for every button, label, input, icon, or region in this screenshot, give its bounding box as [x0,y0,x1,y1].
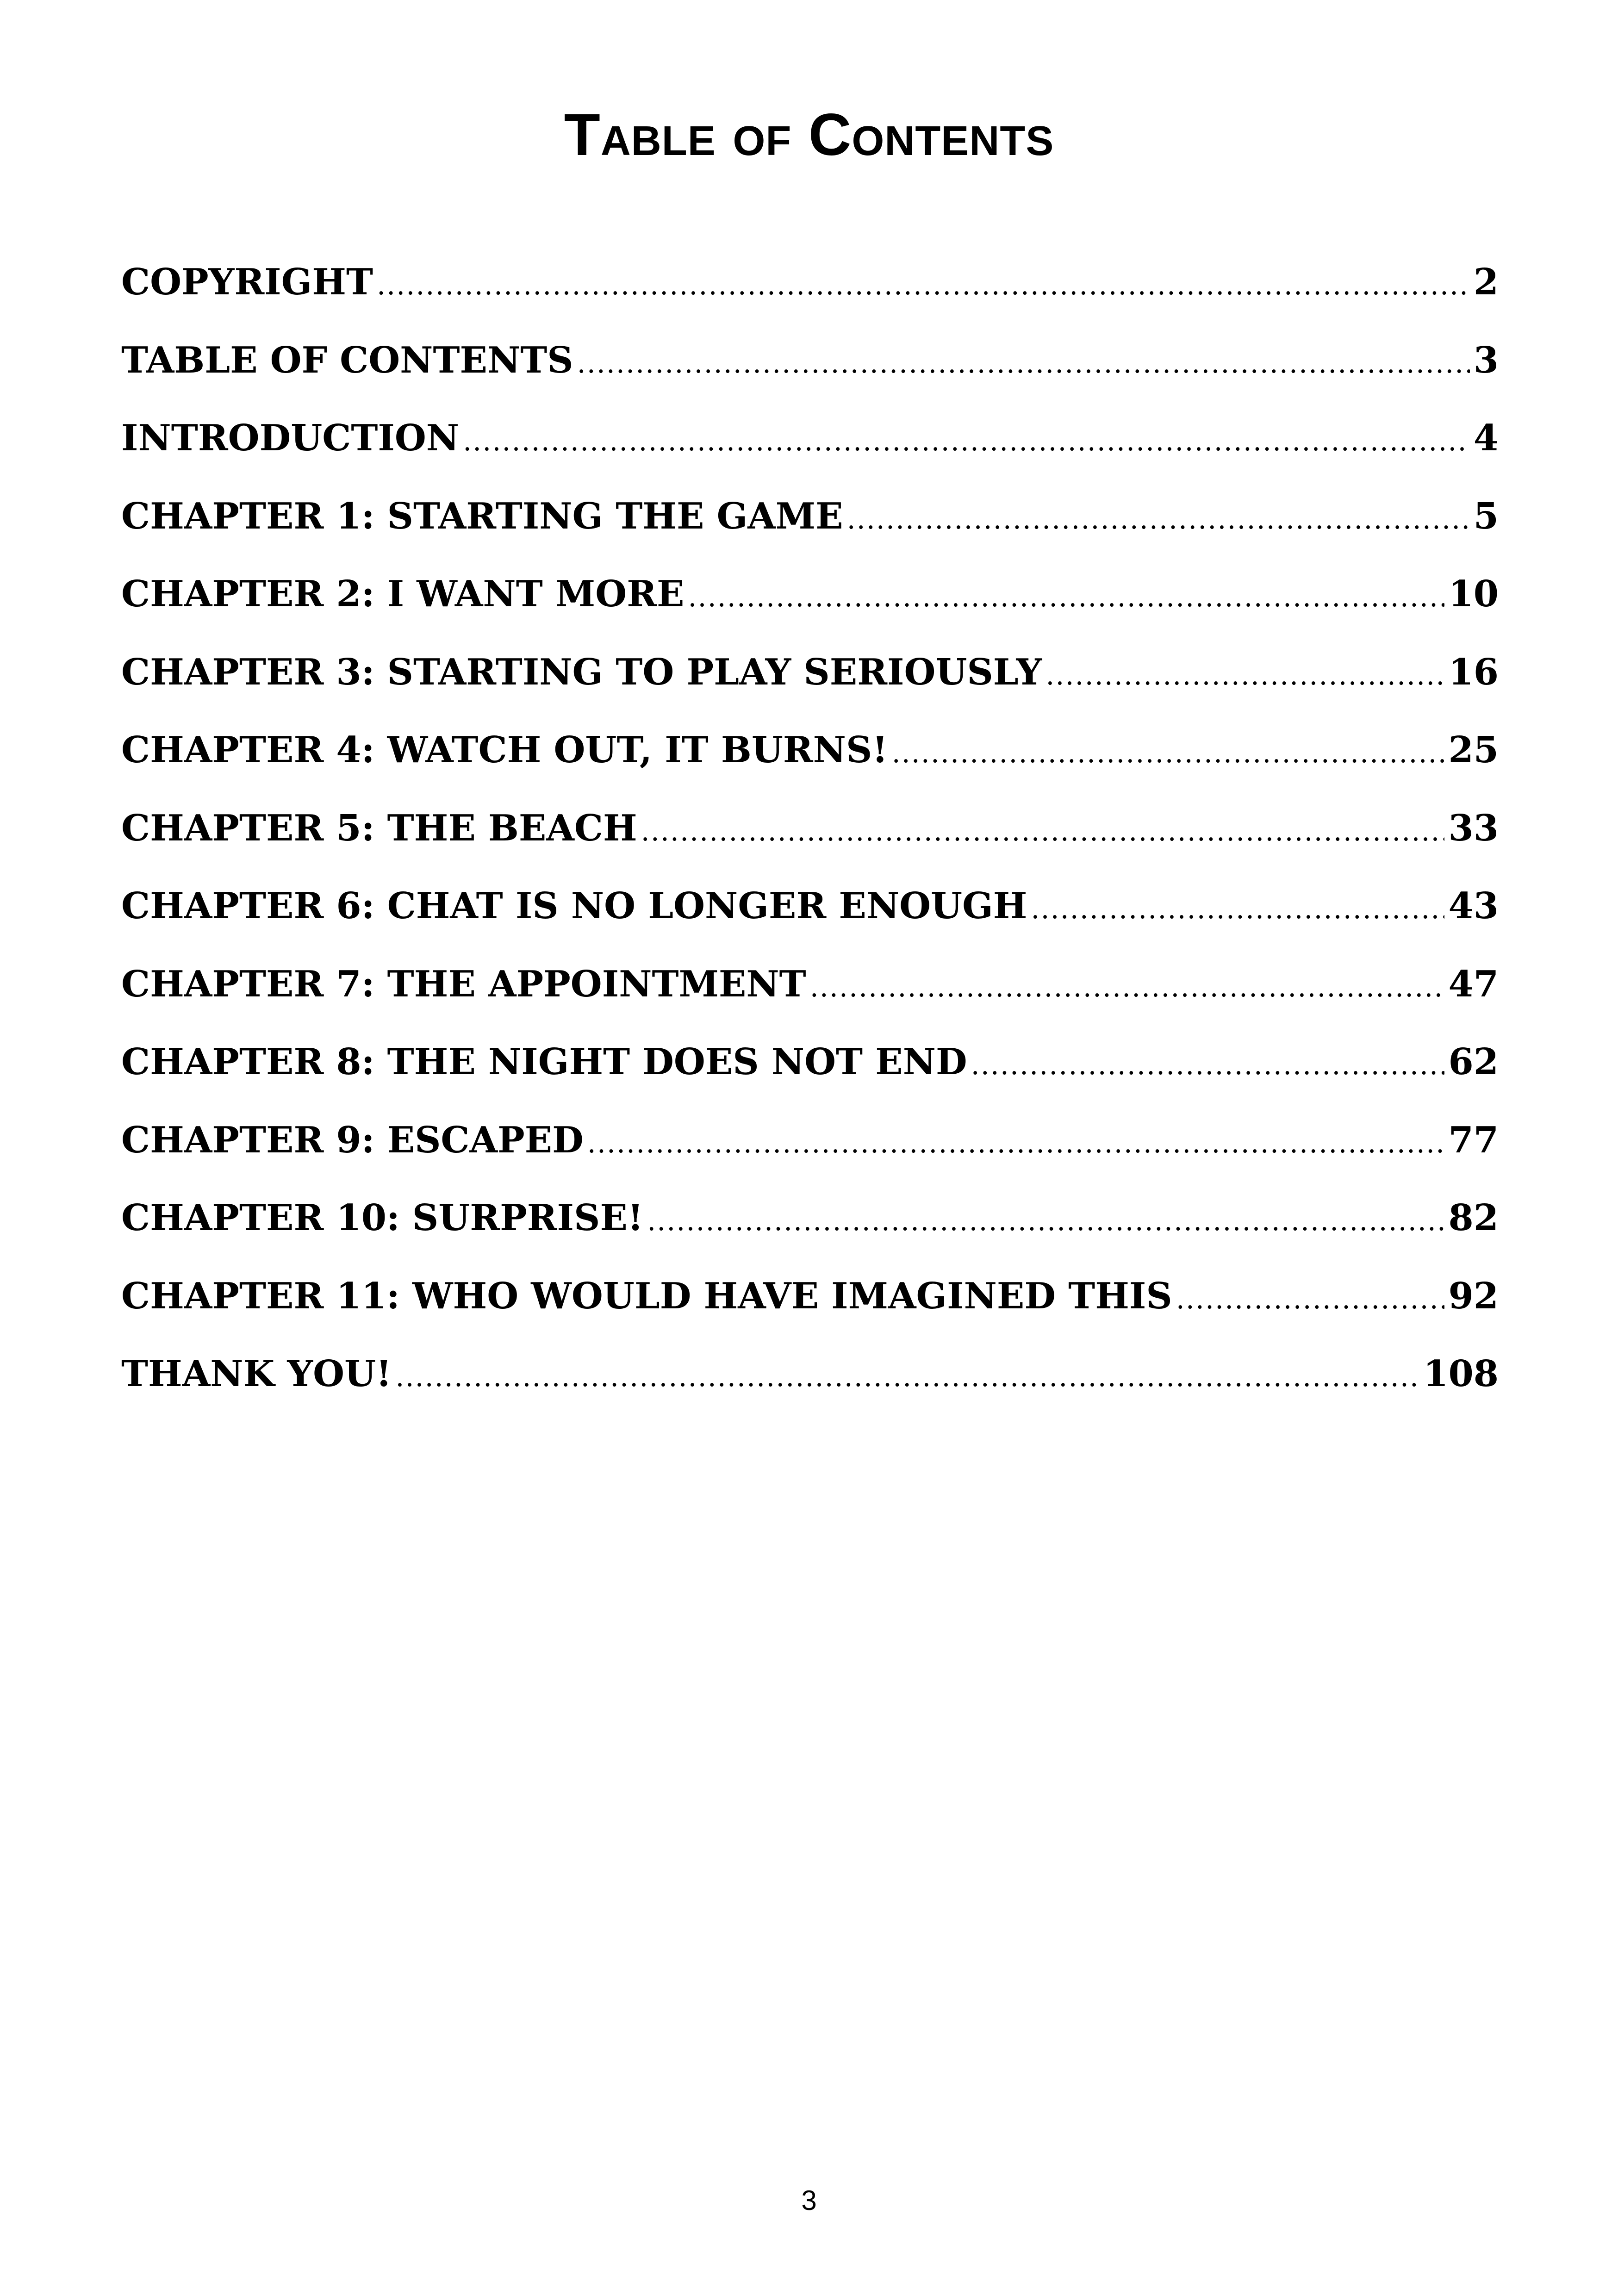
dot-leader [641,808,1445,854]
dot-leader [810,964,1445,1010]
dot-leader [847,496,1470,542]
toc-entry-thank-you[interactable] [121,1351,1499,1429]
dot-leader [971,1042,1445,1088]
toc-entry-page: 108 [1423,1353,1499,1395]
dot-leader [577,340,1470,386]
toc-entry-introduction[interactable] [121,415,1499,493]
toc-entry-page: 5 [1473,495,1499,537]
toc-entry-title: CHAPTER 7: THE APPOINTMENT [121,963,806,1005]
toc-entry-title: THANK YOU! [121,1353,392,1395]
toc-entry-page: 77 [1448,1119,1499,1161]
toc-entry-title: INTRODUCTION [121,417,460,459]
toc-entry-chapter-11[interactable] [121,1273,1499,1351]
toc-entry-title: CHAPTER 11: WHO WOULD HAVE IMAGINED THIS [121,1275,1172,1317]
page-title: Table of Contents [564,102,1054,168]
toc-entry-title: CHAPTER 4: WATCH OUT, IT BURNS! [121,729,888,771]
dot-leader [647,1198,1444,1244]
toc-entry-chapter-4[interactable] [121,727,1499,805]
toc-entry-title: COPYRIGHT [121,261,373,303]
toc-entry-title: CHAPTER 10: SURPRISE! [121,1197,644,1239]
toc-entry-chapter-6[interactable] [121,883,1499,961]
toc-entry-page: 4 [1473,417,1499,459]
dot-leader [892,730,1445,776]
toc-entry-chapter-10[interactable] [121,1195,1499,1273]
table-of-contents [121,259,1499,1429]
toc-entry-chapter-1[interactable] [121,493,1499,572]
toc-entry-chapter-7[interactable] [121,961,1499,1039]
page-number: 3 [801,2185,817,2216]
dot-leader [1045,652,1444,698]
toc-entry-page: 3 [1473,339,1499,381]
toc-entry-page: 25 [1448,729,1499,771]
toc-entry-copyright[interactable] [121,259,1499,337]
dot-leader [463,418,1470,464]
toc-entry-title: CHAPTER 2: I WANT MORE [121,573,685,615]
toc-entry-page: 62 [1448,1041,1499,1083]
toc-entry-title: CHAPTER 8: THE NIGHT DOES NOT END [121,1041,967,1083]
dot-leader [1176,1276,1445,1322]
toc-entry-title: CHAPTER 1: STARTING THE GAME [121,495,843,537]
toc-entry-title: CHAPTER 6: CHAT IS NO LONGER ENOUGH [121,885,1027,927]
toc-entry-chapter-9[interactable] [121,1117,1499,1195]
toc-entry-title: CHAPTER 5: THE BEACH [121,807,637,849]
dot-leader [1031,886,1444,932]
toc-entry-title: TABLE OF CONTENTS [121,339,573,381]
toc-entry-page: 16 [1448,651,1499,693]
dot-leader [395,1354,1419,1400]
dot-leader [377,262,1470,308]
toc-entry-page: 43 [1448,885,1499,927]
toc-entry-page: 10 [1448,573,1499,615]
toc-entry-page: 47 [1448,963,1499,1005]
toc-entry-chapter-2[interactable] [121,571,1499,649]
toc-entry-table-of-contents[interactable] [121,337,1499,416]
toc-entry-page: 82 [1448,1197,1499,1239]
toc-entry-chapter-3[interactable] [121,649,1499,728]
toc-entry-chapter-8[interactable] [121,1039,1499,1117]
toc-entry-title: CHAPTER 9: ESCAPED [121,1119,584,1161]
toc-entry-page: 92 [1448,1275,1499,1317]
toc-entry-title: CHAPTER 3: STARTING TO PLAY SERIOUSLY [121,651,1042,693]
dot-leader [587,1120,1445,1166]
dot-leader [688,574,1444,620]
toc-entry-page: 33 [1448,807,1499,849]
toc-entry-page: 2 [1473,261,1499,303]
toc-entry-chapter-5[interactable] [121,805,1499,884]
